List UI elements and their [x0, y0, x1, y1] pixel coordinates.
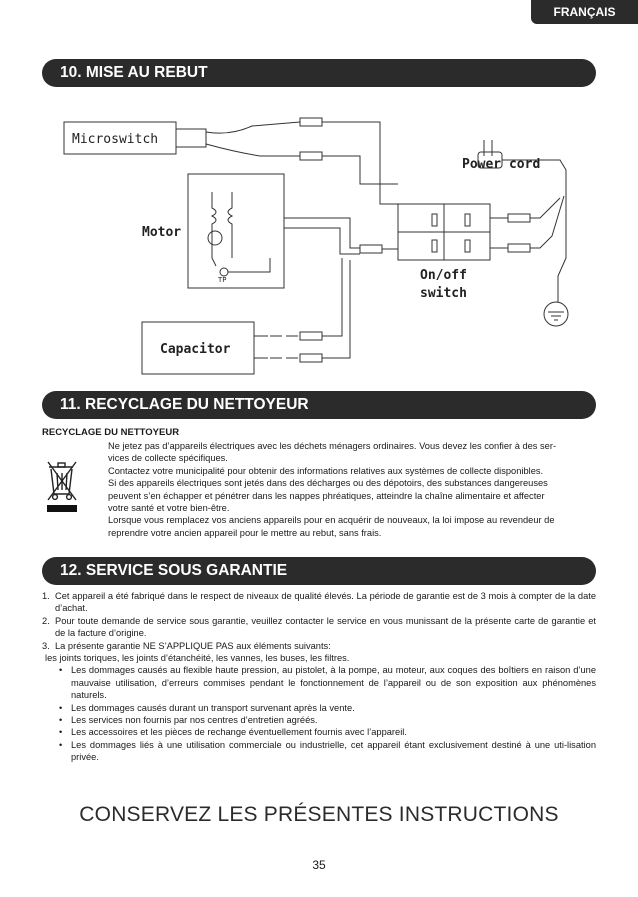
onoff-label-line2: switch — [420, 286, 467, 301]
power-cord-label: Power cord — [462, 157, 541, 172]
item-number: 2. — [42, 615, 50, 626]
onoff-label-line1: On/off — [420, 268, 467, 283]
warranty-bullet — [42, 702, 596, 714]
bullet-icon: • — [59, 665, 63, 676]
warranty-item-3 — [42, 640, 596, 652]
section-title-recycling: 11. RECYCLAGE DU NETTOYEUR — [42, 391, 596, 419]
capacitor-label: Capacitor — [160, 342, 231, 357]
recycling-line: Contactez votre municipalité pour obtenir des informations relatives aux systèmes de collecte disponibles. — [108, 465, 544, 476]
recycling-line: reprendre votre ancien appareil pour le mettre au rebut, sans frais. — [108, 527, 382, 538]
item-text: Cet appareil a été fabriqué dans le respect de niveaux de qualité élevés. La période de garantie est de 3 mois à compter de la date d’achat. — [55, 591, 596, 614]
recycling-line: Lorsque vous remplacez vos anciens appareils pour en acquérir de nouveaux, la loi impose au revendeur de — [108, 515, 555, 526]
bullet-icon: • — [59, 715, 63, 726]
bullet-text: Les services non fournis par nos centres d’entretien agréés. — [71, 715, 318, 726]
recycling-heading: RECYCLAGE DU NETTOYEUR — [42, 427, 180, 438]
recycling-text — [108, 440, 596, 539]
warranty-list — [42, 590, 596, 764]
wiring-diagram — [60, 108, 580, 380]
thermal-protector — [220, 268, 228, 276]
warranty-bullet — [42, 714, 596, 726]
conserve-instructions: CONSERVEZ LES PRÉSENTES INSTRUCTIONS — [79, 803, 559, 826]
motor-label: Motor — [142, 225, 182, 240]
warranty-bullet — [42, 739, 596, 764]
microswitch-plunger — [176, 129, 206, 147]
bullet-text: Les dommages causés durant un transport survenant après la vente. — [71, 702, 355, 713]
bullet-icon: • — [59, 702, 63, 713]
warranty-item-1 — [42, 590, 596, 615]
item-number: 3. — [42, 640, 50, 651]
microswitch-label: Microswitch — [72, 132, 159, 147]
recycling-line: Ne jetez pas d’appareils électriques avec les déchets ménagers ordinaires. Vous devez les confier à des ser- — [108, 441, 557, 451]
recycling-line: votre santé et votre bien-être. — [108, 503, 230, 514]
item-text: La présente garantie NE S’APPLIQUE PAS aux éléments suivants: — [55, 640, 331, 651]
item-text: Pour toute demande de service sous garantie, veuillez contacter le service en vous munissant de la présente carte de garantie et de la facture d’origine. — [55, 615, 596, 639]
recycling-line: Si des appareils électriques sont jetés dans des décharges ou des dépotoirs, des substances dangereuses — [108, 478, 548, 489]
item-number: 1. — [42, 591, 50, 601]
warranty-item-2 — [42, 615, 596, 640]
warranty-item-3-sub: les joints toriques, les joints d’étanchéité, les vannes, les buses, les filtres. — [45, 653, 350, 664]
page-number: 35 — [312, 858, 326, 872]
section-title-disposal: 10. MISE AU REBUT — [42, 59, 596, 87]
motor-symbol — [208, 231, 222, 245]
warranty-bullet — [42, 664, 596, 701]
bullet-text: Les dommages causés au flexible haute pression, au pistolet, à la pompe, au moteur, aux coques des boîtiers en raison d’une mauvaise utilisation, d’erreurs commises pendant le fonctionnement de l’appareil ou de son exposition aux phénomènes naturels. — [71, 665, 596, 701]
bullet-icon: • — [59, 739, 63, 750]
warranty-bullet — [42, 726, 596, 738]
bullet-text: Les accessoires et les pièces de rechange éventuellement fournis avec l’appareil. — [71, 727, 407, 738]
language-tab: FRANÇAIS — [531, 0, 638, 24]
recycling-line: peuvent s’en échapper et pénétrer dans les nappes phréatiques, atteindre la chaîne alimentaire et affecter — [108, 490, 545, 501]
recycling-line: vices de collecte spécifiques. — [108, 453, 228, 464]
section-title-warranty: 12. SERVICE SOUS GARANTIE — [42, 557, 596, 585]
bullet-text: Les dommages liés à une utilisation commerciale ou industrielle, cet appareil étant exclusivement destiné à une uti-lisation privée. — [71, 739, 596, 763]
ground-symbol — [544, 302, 568, 326]
weee-bin-icon — [44, 458, 80, 514]
bullet-icon: • — [59, 727, 63, 738]
tp-label: TP — [218, 276, 227, 284]
